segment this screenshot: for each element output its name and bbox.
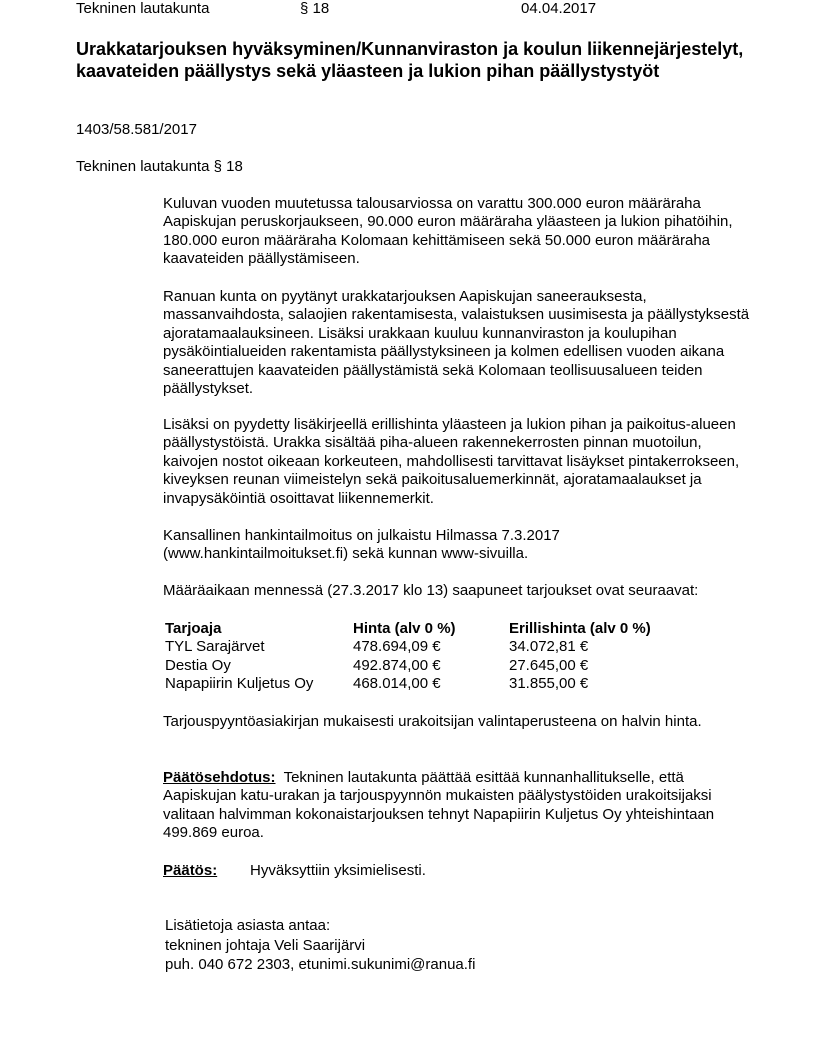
- paragraph-selection-criteria: [163, 713, 753, 731]
- paragraph-text: Lisäksi on pyydetty lisäkirjeellä erillishinta yläasteen ja lukion pihan ja paikoitus-alueen päällystystöistä. Urakka sisältää piha-alueen rakennekerrosten pinnan muotoilun, kaivojen nostot oikeaan korkeuteen, mahdollisesti tarvittavat lisäykset pintakerrokseen, kiveyksen reunan viimeistelyn sekä paikoitusaluemerkinnät, ajoratamaalaukset ja invapysäköintiä osoittavat liikennemerkit.: [163, 416, 740, 507]
- paragraph-tender-request: [163, 288, 753, 398]
- page-header: [0, 0, 816, 20]
- contact-details: puh. 040 672 2303, etunimi.sukunimi@ranua.fi: [165, 956, 476, 973]
- bid-price: 492.874,00 €: [353, 656, 441, 674]
- contact-info: [165, 916, 475, 975]
- column-header-price: Hinta (alv 0 %): [353, 620, 456, 637]
- table-row: [163, 638, 689, 656]
- bidder-name: Destia Oy: [165, 656, 231, 674]
- meeting-reference: Tekninen lautakunta § 18: [76, 158, 243, 175]
- paragraph-text-line2: (www.hankintailmoitukset.fi) sekä kunnan www-sivuilla.: [163, 545, 529, 563]
- contact-person: tekninen johtaja Veli Saarijärvi: [165, 936, 366, 954]
- header-section: § 18: [300, 0, 330, 17]
- paragraph-text: Tarjouspyyntöasiakirjan mukaisesti urakoitsijan valintaperusteena on halvin hinta.: [163, 713, 702, 730]
- proposal-text: Tekninen lautakunta päättää esittää kunnanhallitukselle, että Aapiskujan katu-urakan ja tarjouspyynnön mukaisten päälystystöiden urakoitsijaksi valitaan halvimman kokonaistarjouksen tehnyt Napapiirin Kuljetus Oy yhteishintaan 499.869 euroa.: [163, 769, 715, 842]
- paragraph-bids-intro: [163, 582, 753, 600]
- column-header-separate-price: Erillishinta (alv 0 %): [509, 620, 651, 637]
- bidder-name: Napapiirin Kuljetus Oy: [165, 675, 314, 693]
- decision-label: Päätös:: [163, 862, 218, 879]
- bid-separate-price: 31.855,00 €: [509, 675, 589, 693]
- bid-separate-price: 27.645,00 €: [509, 656, 589, 674]
- contact-intro: Lisätietoja asiasta antaa:: [165, 917, 331, 934]
- paragraph-text: Määräaikaan mennessä (27.3.2017 klo 13) saapuneet tarjoukset ovat seuraavat:: [163, 582, 699, 599]
- decision-text: Hyväksyttiin yksimielisesti.: [250, 862, 426, 879]
- bid-price: 478.694,09 €: [353, 638, 441, 656]
- bidder-name: TYL Sarajärvet: [165, 638, 265, 656]
- column-header-bidder: Tarjoaja: [165, 620, 222, 637]
- document-title: Urakkatarjouksen hyväksyminen/Kunnanviraston ja koulun liikennejärjestelyt, kaavateiden päällystys sekä yläasteen ja lukion pihan päällystystyöt: [76, 39, 744, 81]
- reference-number: 1403/58.581/2017: [76, 121, 197, 138]
- bid-separate-price: 34.072,81 €: [509, 638, 589, 656]
- paragraph-text: Ranuan kunta on pyytänyt urakkatarjouksen Aapiskujan saneerauksesta, massanvaihdosta, salaojien rakentamisesta, valaistuksen uusimisesta ja päällystyksestä ajoratamaalauksineen. Lisäksi urakkaan kuuluu kunnanviraston ja koulupihan pysäköintialueiden rakentamista päällystyksineen ja kolmen edellisen vuoden aikana saneerattujen kaavateiden päällystämistä sekä Kolomaan teollisuusalueen teiden päällystykset.: [163, 288, 750, 398]
- table-header-row: [163, 620, 689, 638]
- bids-table: [163, 620, 689, 694]
- decision-proposal: [163, 769, 753, 843]
- decision: [163, 862, 753, 880]
- table-row: [163, 657, 689, 675]
- paragraph-extra-price: [163, 416, 753, 508]
- bid-price: 468.014,00 €: [353, 675, 441, 693]
- paragraph-budget: [163, 195, 753, 269]
- proposal-label: Päätösehdotus:: [163, 769, 276, 786]
- header-date: 04.04.2017: [521, 0, 597, 17]
- paragraph-text: Kuluvan vuoden muutetussa talousarviossa on varattu 300.000 euron määräraha Aapiskujan peruskorjaukseen, 90.000 euron määräraha yläasteen ja lukion pihatöihin, 180.000 euron määräraha Kolomaan kehittämiseen sekä 50.000 euron määräraha kaavateiden päällystämiseen.: [163, 195, 733, 268]
- table-row: [163, 675, 689, 693]
- header-committee: Tekninen lautakunta: [76, 0, 210, 17]
- paragraph-notice: [163, 527, 753, 564]
- paragraph-text-line1: Kansallinen hankintailmoitus on julkaistu Hilmassa 7.3.2017: [163, 527, 560, 544]
